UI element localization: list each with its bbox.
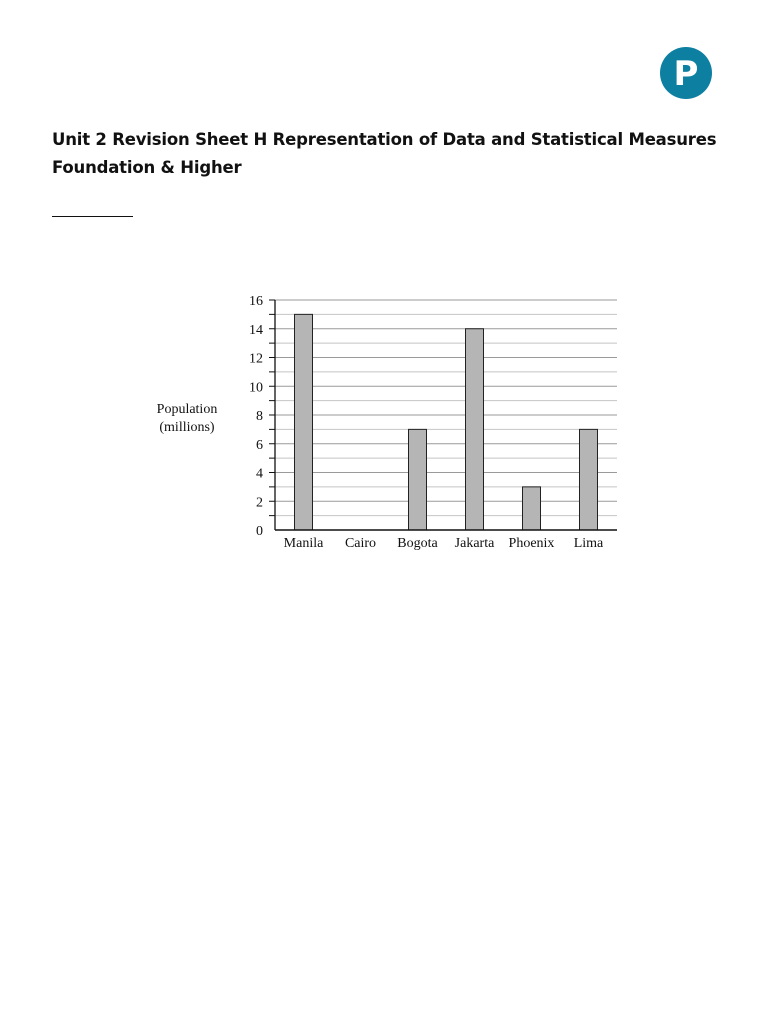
- y-tick-label: 4: [256, 466, 263, 482]
- answer-line: [52, 216, 133, 217]
- title-line-2: Foundation & Higher: [52, 158, 242, 177]
- y-tick-label: 0: [256, 524, 263, 539]
- document-title: [52, 126, 732, 182]
- bar-lima: [580, 429, 598, 530]
- bar-bogota: [409, 429, 427, 530]
- y-tick-label: 10: [249, 380, 263, 396]
- y-axis-label-line-2: (millions): [159, 420, 215, 435]
- y-tick-label: 14: [249, 322, 263, 338]
- x-tick-label: Cairo: [344, 536, 377, 551]
- bar-jakarta: [466, 329, 484, 530]
- x-tick-label: Bogota: [397, 536, 438, 551]
- title-line-1: Unit 2 Revision Sheet H Representation of Data and Statistical Measures: [52, 130, 717, 149]
- pearson-logo: [660, 47, 712, 99]
- bar-phoenix: [523, 487, 541, 530]
- x-tick-label: Manila: [283, 536, 324, 551]
- logo-letter: P: [673, 54, 699, 94]
- y-tick-label: 12: [249, 351, 263, 367]
- chart-bars: [295, 314, 598, 530]
- y-tick-label: 6: [256, 437, 263, 453]
- y-tick-labels: [249, 294, 263, 539]
- y-tick-label: 2: [256, 495, 263, 511]
- chart-grid: [275, 300, 617, 516]
- population-bar-chart: [140, 285, 630, 560]
- y-tick-label: 8: [256, 409, 263, 424]
- y-tick-label: 16: [249, 294, 263, 309]
- x-tick-label: Phoenix: [508, 536, 555, 551]
- x-tick-labels: [284, 536, 604, 551]
- y-axis-label-line-1: Population: [156, 402, 218, 417]
- bar-manila: [295, 314, 313, 530]
- x-tick-label: Lima: [573, 536, 604, 551]
- x-tick-label: Jakarta: [454, 536, 495, 551]
